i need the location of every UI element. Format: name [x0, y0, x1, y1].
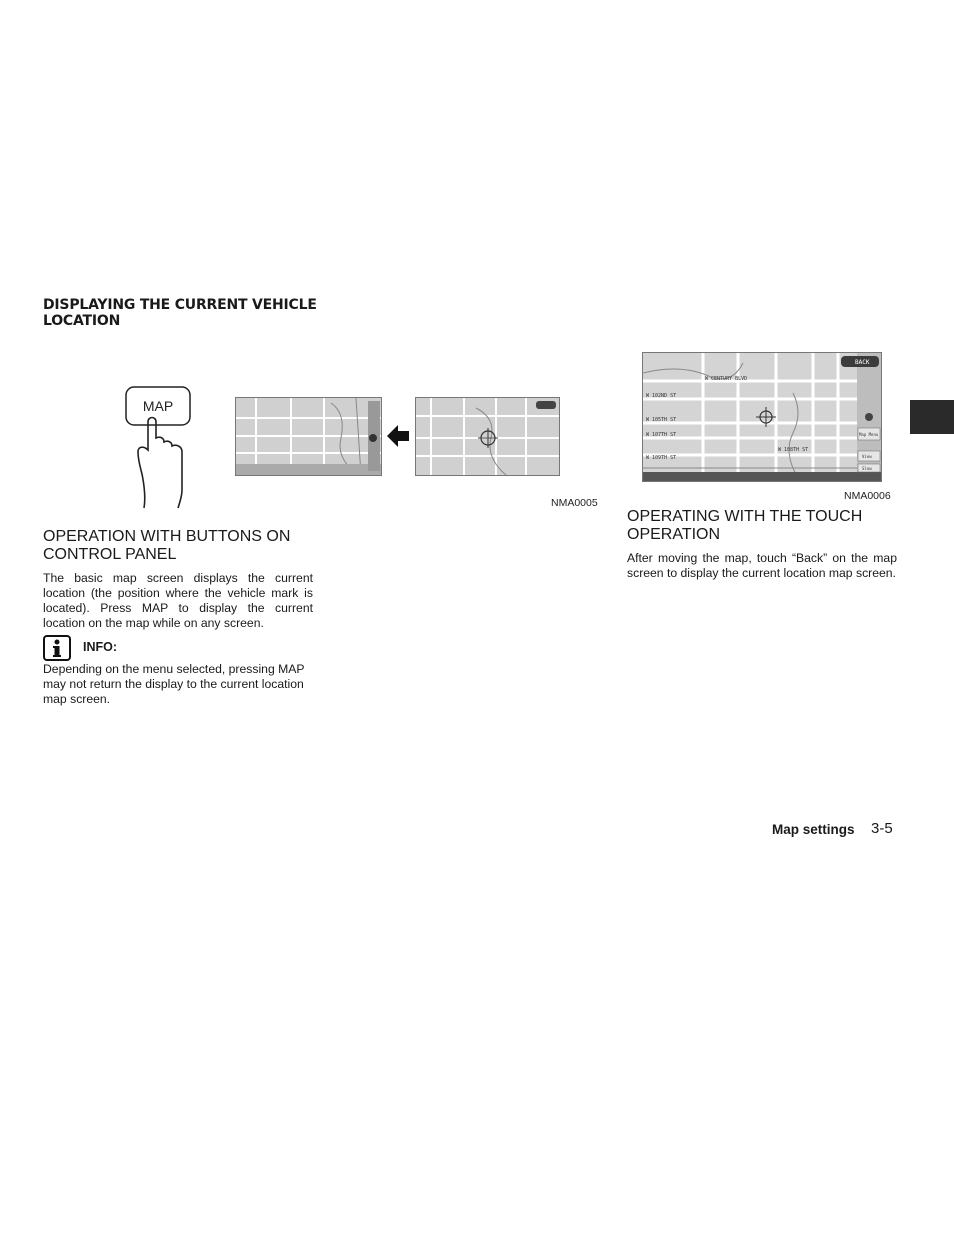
right-heading: OPERATING WITH THE TOUCH OPERATION	[627, 508, 863, 543]
street-label: W 108TH ST	[778, 447, 809, 453]
left-heading: OPERATION WITH BUTTONS ON CONTROL PANEL	[43, 528, 291, 563]
street-labels-vertical	[690, 352, 691, 353]
vehicle-mark-icon	[369, 434, 377, 442]
compass-icon	[865, 413, 873, 421]
hand-icon	[138, 418, 182, 509]
chapter-tab	[910, 400, 954, 434]
map-button-label: MAP	[142, 398, 174, 414]
footer-page-number: 3-5	[871, 820, 893, 837]
touch-map-screen	[642, 352, 882, 482]
info-text: Depending on the menu selected, pressing MAP may not return the display to the current location map screen.	[43, 662, 305, 706]
street-label: W 102ND ST	[646, 393, 677, 399]
right-paragraph: After moving the map, touch “Back” on the map screen to display the current location map screen.	[627, 551, 897, 580]
info-icon	[43, 635, 71, 661]
section-title: DISPLAYING THE CURRENT VEHICLE LOCATION	[43, 297, 317, 329]
street-label: W 109TH ST	[646, 455, 677, 461]
street-label: W 105TH ST	[646, 417, 677, 423]
slow-label: Slow	[862, 466, 872, 471]
map-button-illustration	[120, 380, 200, 510]
left-paragraph: The basic map screen displays the current location (the position where the vehicle mark is located). Press MAP to display the current location on the map while on any screen.	[43, 571, 313, 630]
map-screen-before	[235, 397, 382, 476]
map-screen-after	[415, 397, 560, 476]
arrow-left-icon	[385, 423, 411, 449]
map-menu-label: Map Menu	[859, 432, 879, 437]
street-label: W 107TH ST	[646, 432, 677, 438]
street-label: W CENTURY BLVD	[705, 376, 748, 382]
figure-label-1: NMA0005	[551, 497, 598, 509]
info-label: INFO:	[83, 640, 118, 654]
view-label: View	[862, 454, 872, 459]
back-button-label: BACK	[855, 359, 870, 366]
footer-section-name: Map settings	[772, 822, 855, 837]
figure-label-2: NMA0006	[844, 490, 891, 502]
